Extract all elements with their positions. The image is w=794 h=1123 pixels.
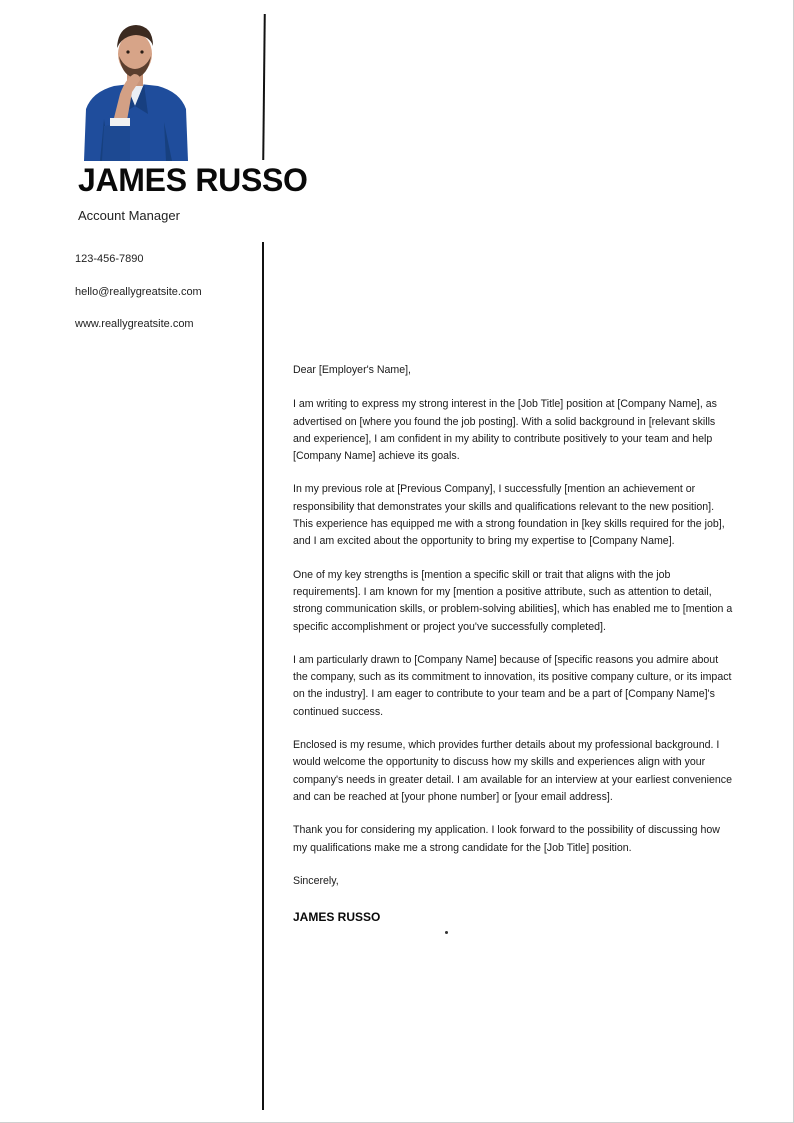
letter-paragraph: Enclosed is my resume, which provides further details about my professional background. I would welcome the opportunity to discuss how my skills and experiences align with your company's needs in greater detail. I am available for an interview at your earliest convenience and can be reached at [your phone number] or [your email address]. xyxy=(293,739,732,803)
letter-paragraph: I am writing to express my strong interest in the [Job Title] position at [Company Name], as advertised on [where you found the job posting]. With a solid background in [relevant skills and experience], I am confident in my ability to contribute positively to your team and help [Company Name] achieve its goals. xyxy=(293,398,717,463)
letter-paragraph: In my previous role at [Previous Company], I successfully [mention an achievement or responsibility that demonstrates your skills and qualifications relevant to the new position]. This experience has equipped me with a strong foundation in [key skills required for the job], and I am excited about the opportunity to bring my expertise to [Company Name]. xyxy=(293,483,725,548)
header-divider xyxy=(262,14,266,160)
stray-mark xyxy=(445,931,448,934)
applicant-name: JAMES RUSSO xyxy=(78,162,308,198)
letter-paragraph: One of my key strengths is [mention a specific skill or trait that aligns with the job requirements]. I am known for my [mention a positive attribute, such as attention to detail, strong communication skills, or problem-solving abilities], which has enabled me to [mention a specific accomplishment or project you've successfully completed]. xyxy=(293,568,733,633)
job-title: Account Manager xyxy=(78,208,180,223)
profile-photo xyxy=(80,14,190,161)
contact-email: hello@reallygreatsite.com xyxy=(75,286,202,298)
letter-closing: Sincerely, xyxy=(293,874,339,887)
person-photo-icon xyxy=(80,14,190,161)
letter-signature: JAMES RUSSO xyxy=(293,910,381,925)
contact-website: www.reallygreatsite.com xyxy=(75,318,194,330)
letter-paragraph: I am particularly drawn to [Company Name] because of [specific reasons you admire about the company, such as its commitment to innovation, its positive company culture, or its impact on the industry]. I am eager to contribute to your team and be a part of [Company Name]'s continued success. xyxy=(293,653,732,718)
letter-paragraph: Thank you for considering my application. I look forward to the possibility of discussing how my qualifications make me a strong candidate for the [Job Title] position. xyxy=(293,824,720,854)
column-divider xyxy=(262,242,264,1110)
letter-salutation: Dear [Employer's Name], xyxy=(293,364,412,376)
letter-body xyxy=(293,362,733,926)
contact-phone: 123-456-7890 xyxy=(75,253,144,265)
